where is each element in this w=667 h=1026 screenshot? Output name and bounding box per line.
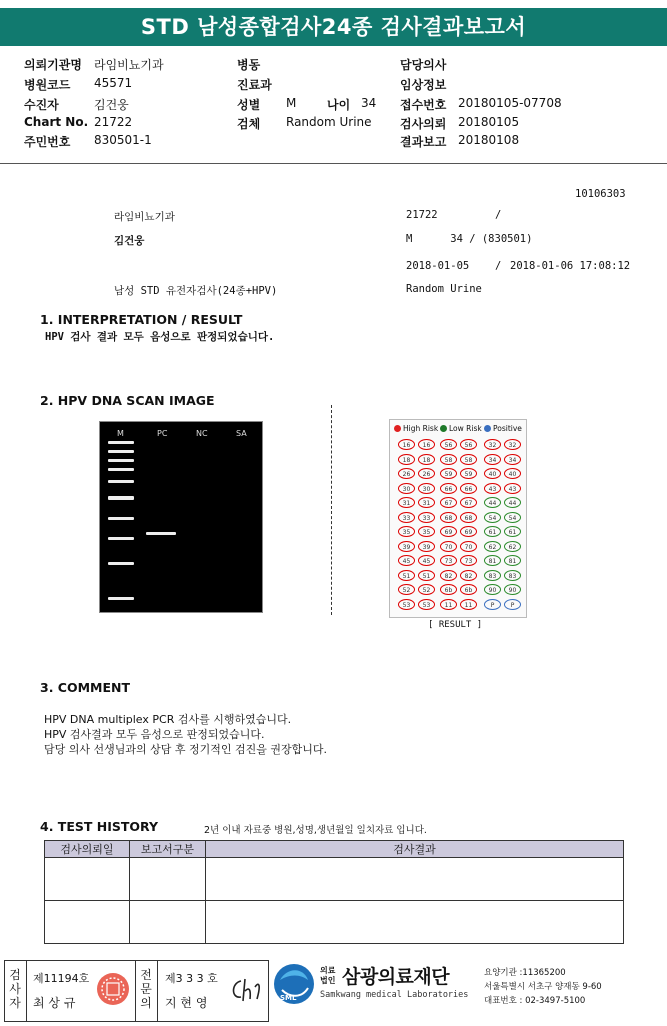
logo-text: SML [280,994,297,1002]
legend-positive: Positive [484,424,522,433]
detail-hospital: 라임비뇨기과 [114,211,175,223]
comment-line: 담당 의사 선생님과의 상담 후 정기적인 검진을 권장합니다. [44,743,327,756]
report-code: 10106303 [575,188,626,200]
chip-cell: 43 [504,483,521,494]
legend-high-risk: High Risk [394,424,438,433]
chip-cell: 51 [418,570,435,581]
header-row: 병원코드 [24,78,71,92]
chip-cell: 16 [398,439,415,450]
gel-image [99,421,263,613]
chip-cell: 52 [418,584,435,595]
chip-cell: 35 [398,526,415,537]
chip-cell: 32 [484,439,501,450]
org-phone: 대표번호 : 02-3497-5100 [484,996,586,1006]
header-row: 의뢰기관명 [24,58,82,72]
detail-date-received: 2018-01-05 [406,260,470,272]
chip-cell: 67 [460,497,477,508]
comment-title: 3. COMMENT [40,680,131,695]
clinical-info-label: 임상정보 [400,78,447,92]
chip-cell: 62 [504,541,521,552]
history-note: 2년 이내 자료중 병원,성명,생년월일 일치자료 입니다. [204,825,427,836]
comment-line: HPV DNA multiplex PCR 검사를 시행하였습니다. [44,713,292,726]
scan-divider [331,405,332,615]
chip-cell: 66 [440,483,457,494]
interpretation-text: HPV 검사 결과 모두 음성으로 판정되었습니다. [45,331,275,343]
chip-cell: 90 [484,584,501,595]
chip-cell: 70 [460,541,477,552]
receipt-number: 20180105-07708 [458,96,562,110]
chip-cell: 81 [504,555,521,566]
hpv-chip-panel [389,419,527,618]
chip-cell: 82 [460,570,477,581]
green-dot-icon [440,425,447,432]
ladder-band [108,517,134,520]
chip-cell: 53 [418,599,435,610]
chip-caption: [ RESULT ] [428,620,483,630]
chip-cell: 81 [484,555,501,566]
chip-cell: 90 [504,584,521,595]
chip-cell: 66 [460,483,477,494]
chip-cell: 39 [398,541,415,552]
chip-cell: 82 [440,570,457,581]
chip-cell: 58 [440,454,457,465]
chip-cell: 73 [460,555,477,566]
history-title: 4. TEST HISTORY [40,819,159,834]
detail-date-reported: 2018-01-06 17:08:12 [510,260,631,272]
ladder-band [108,480,134,483]
chip-cell: 30 [418,483,435,494]
table-row [45,858,624,901]
patient-name: 김건웅 [94,98,129,112]
specialist-reg: 제3 3 3 호 [165,972,218,985]
chip-cell: 32 [504,439,521,450]
seal-icon [95,971,131,1007]
column-header: 검사결과 [206,841,624,858]
chip-cell: 70 [440,541,457,552]
hospital-name: 라임비뇨기과 [94,58,164,72]
chip-cell: 33 [418,512,435,523]
resident-number: 830501-1 [94,133,152,147]
detail-slash: / [495,260,502,272]
report-date: 20180108 [458,133,520,147]
detail-sex-age: M 34 / (830501) [406,233,533,245]
chip-cell: 69 [440,526,457,537]
request-date: 20180105 [458,115,520,129]
sex-value: M [286,96,297,110]
chip-cell: 26 [398,468,415,479]
chip-cell: 34 [484,454,501,465]
chip-cell: 45 [418,555,435,566]
chip-cell: 40 [504,468,521,479]
chip-cell: 6b [460,584,477,595]
ladder-band [108,468,134,471]
detail-specimen: Random Urine [406,283,482,295]
chip-cell: 11 [440,599,457,610]
doctor-label: 담당의사 [400,58,447,72]
chip-cell: 44 [504,497,521,508]
gel-lane-label: PC [157,429,168,438]
hospital-code: 45571 [94,76,133,90]
chip-cell: 53 [398,599,415,610]
age-label: 나이 [327,98,351,112]
org-name: 삼광의료재단 [342,966,450,988]
examiner-label: 검 사 자 [9,968,21,1010]
report-label: 결과보고 [400,135,447,149]
chip-cell: 40 [484,468,501,479]
ladder-band [108,496,134,500]
chip-cell: 83 [484,570,501,581]
receipt-label: 접수번호 [400,98,447,112]
chip-cell: 83 [504,570,521,581]
detail-chart: 21722 [406,209,438,221]
chip-cell: 31 [418,497,435,508]
dept-label: 진료과 [237,78,272,92]
chip-cell: 59 [460,468,477,479]
header-row: 수진자 [24,98,59,112]
header-row: 주민번호 [24,135,71,149]
specimen-label: 검체 [237,117,261,131]
chip-cell: 62 [484,541,501,552]
chip-cell: P [484,599,501,610]
gel-lane-label: SA [236,429,247,438]
comment-line: HPV 검사결과 모두 음성으로 판정되었습니다. [44,728,265,741]
examiner-reg: 제11194호 [33,972,90,985]
chip-cell: 58 [460,454,477,465]
org-english: Samkwang medical Laboratories [320,990,469,1000]
org-prefix: 의료 법인 [320,966,336,985]
chip-cell: 33 [398,512,415,523]
scan-title: 2. HPV DNA SCAN IMAGE [40,393,215,408]
detail-slash: / [495,209,502,221]
interpretation-title: 1. INTERPRETATION / RESULT [40,312,243,327]
chip-cell: 69 [460,526,477,537]
ward-label: 병동 [237,58,261,72]
specialist-label: 전 문 의 [140,968,152,1010]
chip-cell: 68 [440,512,457,523]
detail-test-name: 남성 STD 유전자검사(24종+HPV) [114,285,278,297]
chip-cell: 44 [484,497,501,508]
gel-lane-label: NC [196,429,208,438]
chip-cell: 39 [418,541,435,552]
sex-label: 성별 [237,98,261,112]
chip-cell: 43 [484,483,501,494]
request-label: 검사의뢰 [400,117,447,131]
ladder-band [108,537,134,540]
chip-cell: 61 [504,526,521,537]
ladder-band [108,562,134,565]
column-header: 검사의뢰일 [45,841,130,858]
chip-cell: 45 [398,555,415,566]
chip-cell: 54 [484,512,501,523]
header-divider [0,163,667,164]
chip-cell: 68 [460,512,477,523]
ladder-band [108,450,134,453]
ladder-band [108,441,134,444]
chip-cell: 61 [484,526,501,537]
ladder-band [108,597,134,600]
age-value: 34 [361,96,377,110]
chip-cell: 34 [504,454,521,465]
table-row [45,901,624,944]
gel-lane-label: M [117,429,124,438]
history-table [44,840,624,944]
chip-cell: 56 [440,439,457,450]
chip-cell: 31 [398,497,415,508]
signature-box [4,960,269,1022]
chip-cell: 59 [440,468,457,479]
specimen-value: Random Urine [286,115,372,129]
legend-low-risk: Low Risk [440,424,482,433]
report-title: STD 남성종합검사24종 검사결과보고서 [0,8,667,46]
chip-cell: 67 [440,497,457,508]
chip-cell: P [504,599,521,610]
pc-band [146,532,176,535]
blue-dot-icon [484,425,491,432]
chip-cell: 26 [418,468,435,479]
org-info: 요양기관 :11365200 [484,968,566,978]
detail-patient: 김건웅 [114,235,145,247]
chip-cell: 52 [398,584,415,595]
specialist-name: 지 현 영 [165,996,208,1010]
chip-cell: 73 [440,555,457,566]
chip-cell: 51 [398,570,415,581]
chip-cell: 18 [418,454,435,465]
chip-cell: 6b [440,584,457,595]
chart-number: 21722 [94,115,133,129]
ladder-band [108,459,134,462]
footer [0,960,667,1026]
header-row: Chart No. [24,115,89,129]
org-address: 서울특별시 서초구 양재동 9-60 [484,982,602,992]
red-dot-icon [394,425,401,432]
signature-icon [227,975,265,1005]
chip-cell: 56 [460,439,477,450]
examiner-name: 최 상 규 [33,996,76,1010]
chip-cell: 35 [418,526,435,537]
chip-cell: 54 [504,512,521,523]
chip-cell: 18 [398,454,415,465]
column-header: 보고서구분 [130,841,206,858]
table-header-row [45,841,624,858]
chip-cell: 16 [418,439,435,450]
chip-cell: 30 [398,483,415,494]
chip-cell: 11 [460,599,477,610]
